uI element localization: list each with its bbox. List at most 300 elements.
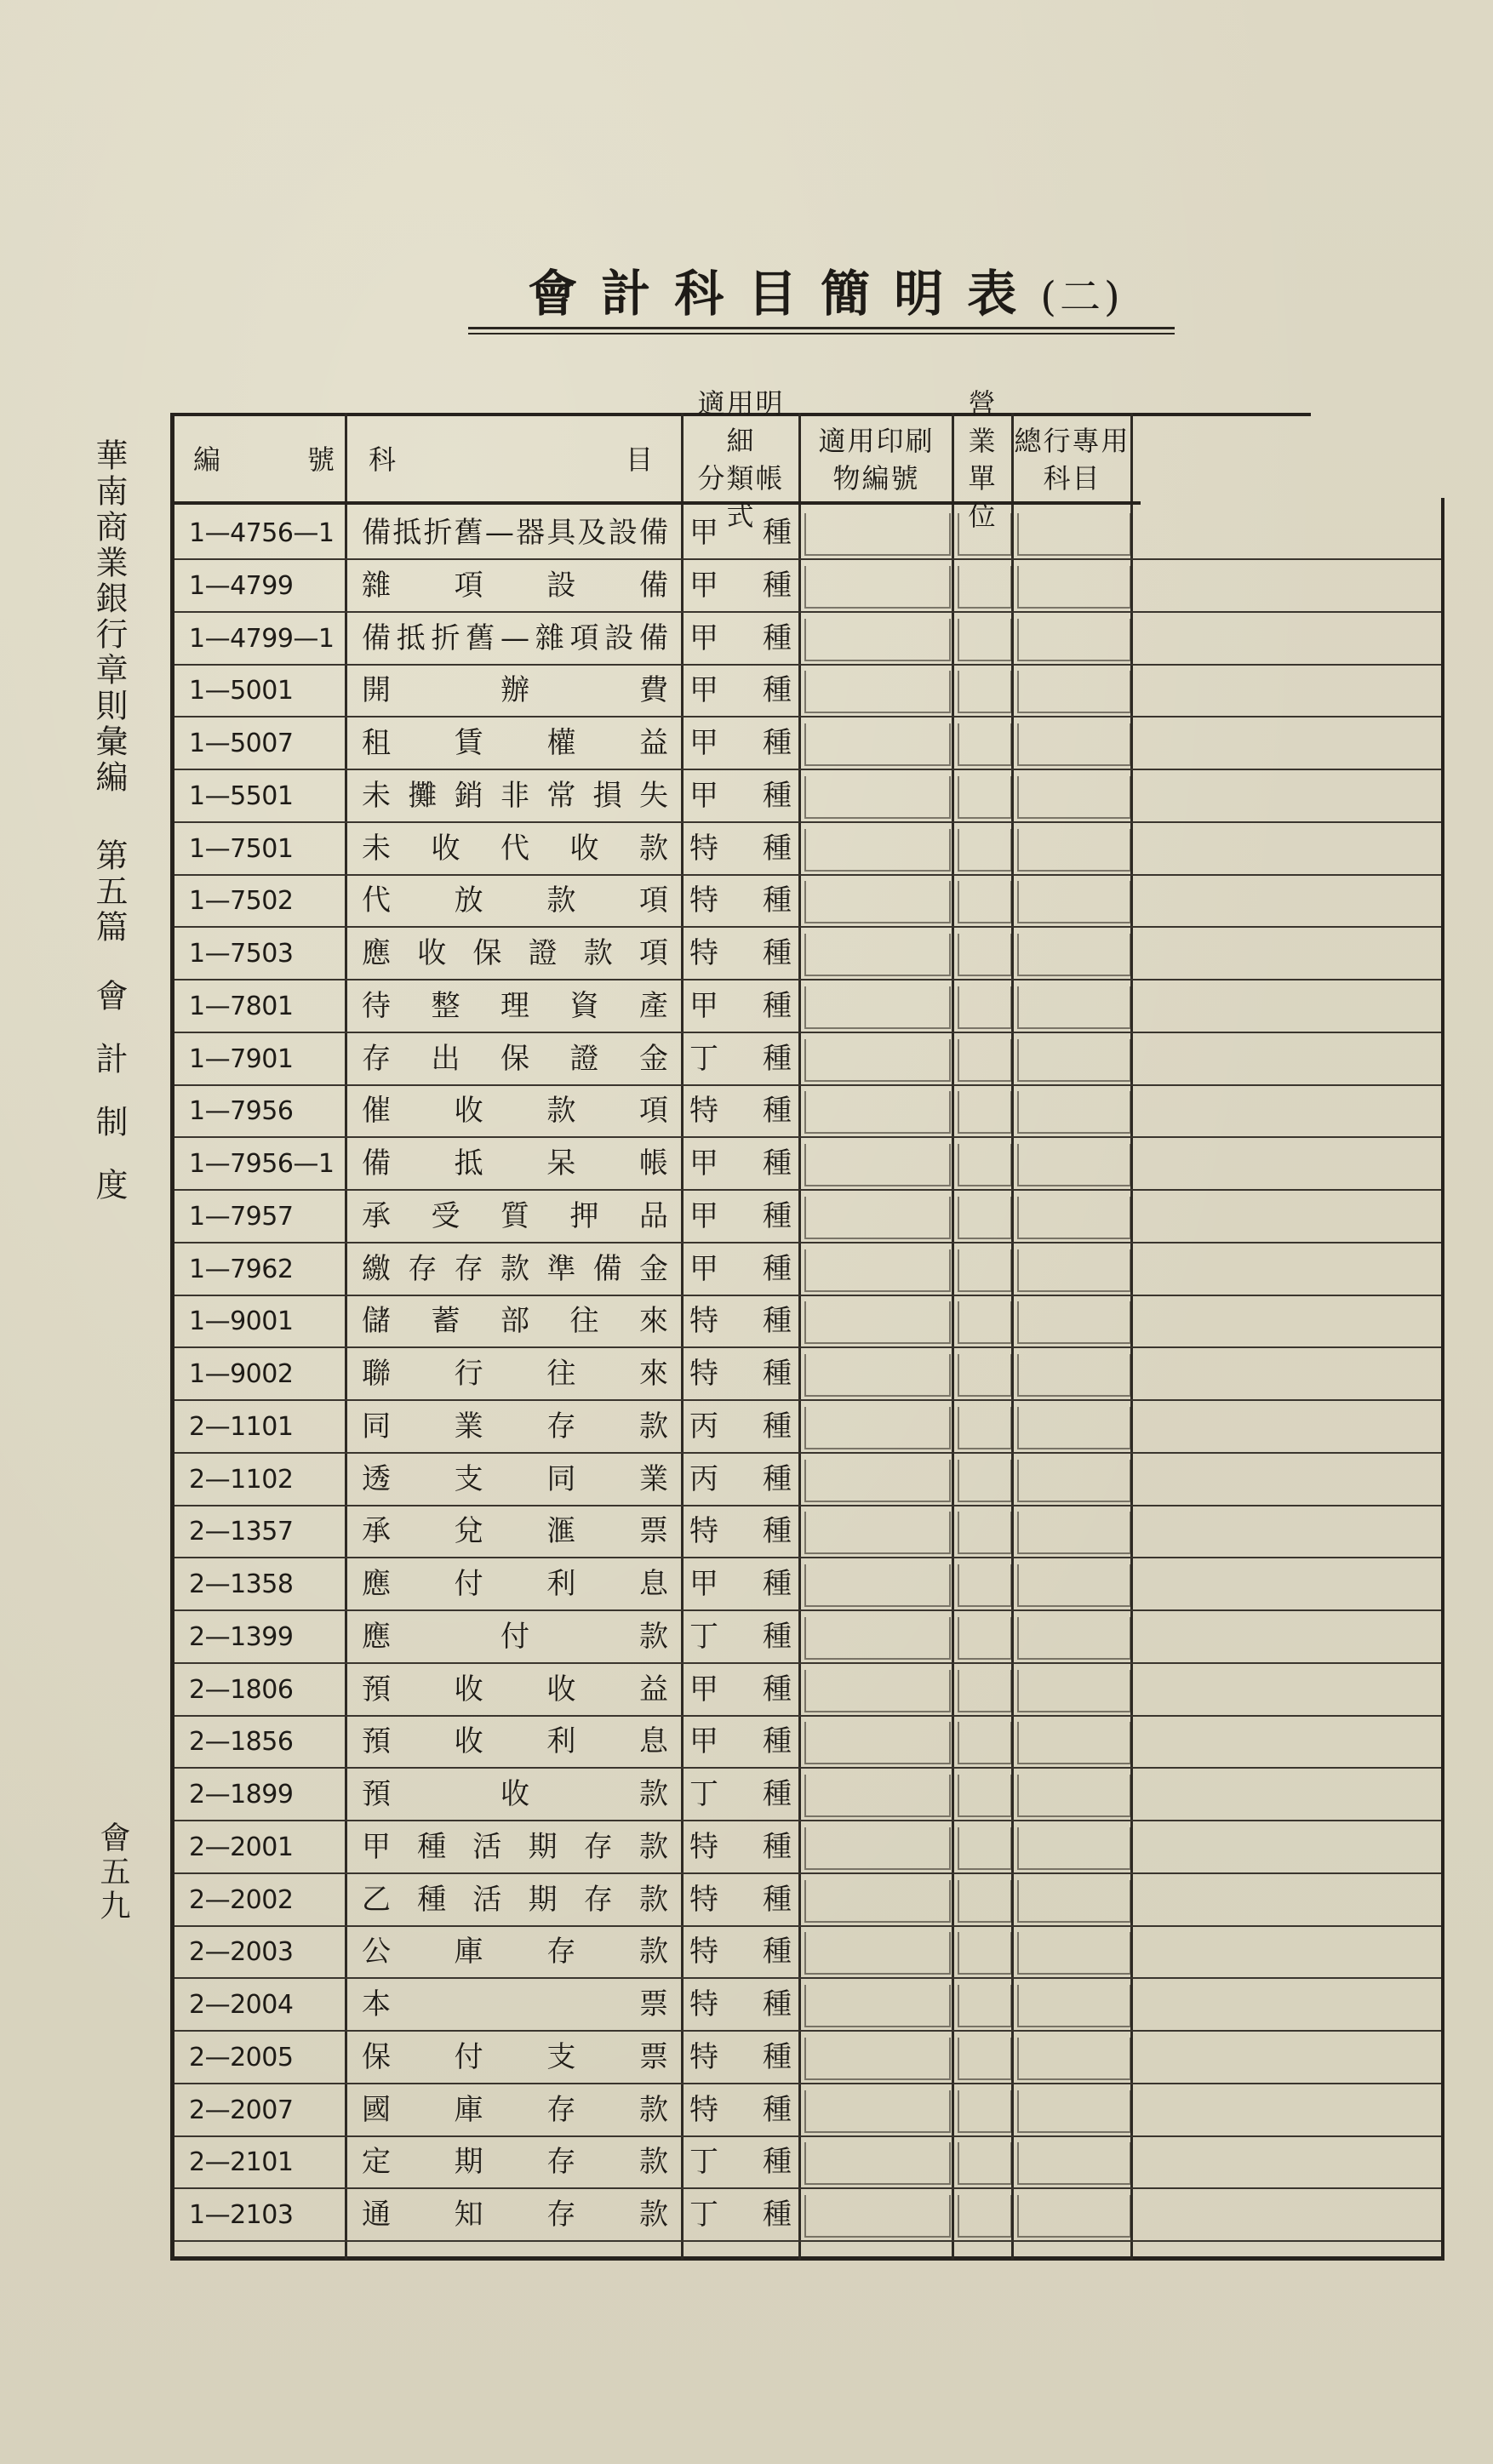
- table-body: [170, 506, 1444, 2241]
- account-name-char: 支: [454, 1461, 483, 1496]
- account-code: 2—2005: [189, 2042, 294, 2072]
- account-name-char: 款: [638, 2092, 668, 2127]
- ledger-type-char: 甲: [689, 1198, 718, 1233]
- account-name-char: 業: [454, 1409, 483, 1444]
- ledger-type-char: 種: [763, 1619, 792, 1654]
- ledger-type: [689, 1513, 792, 1549]
- account-name-char: 及: [577, 516, 607, 550]
- account-name-char: 項: [638, 883, 668, 918]
- account-name-char: 息: [638, 1567, 668, 1601]
- empty-cell: [804, 513, 951, 556]
- table-row: [170, 927, 1444, 980]
- account-name-char: 備: [362, 620, 391, 655]
- empty-cell: [1017, 986, 1131, 1029]
- empty-cell: [958, 2142, 1012, 2185]
- account-name-char: 滙: [546, 1514, 576, 1549]
- empty-cell: [958, 2195, 1012, 2238]
- ledger-type: [689, 1461, 792, 1497]
- empty-cell: [1017, 1354, 1131, 1397]
- account-code: 2—2101: [189, 2147, 294, 2178]
- empty-cell: [804, 671, 951, 713]
- account-name-char: 失: [638, 778, 668, 813]
- header-unit-line2: 單位: [968, 462, 998, 532]
- empty-cell: [804, 2090, 951, 2133]
- account-name-char: 往: [569, 1304, 599, 1339]
- account-name: [362, 568, 668, 603]
- title-suffix: (二): [1040, 273, 1124, 321]
- page-title: [477, 260, 1175, 328]
- account-name-char: 存: [454, 1251, 483, 1286]
- account-name-char: 往: [546, 1357, 576, 1391]
- account-name-char: —: [484, 516, 514, 550]
- ledger-type-char: 特: [689, 1304, 718, 1339]
- ledger-type-char: 丁: [689, 1041, 718, 1076]
- account-name-char: 催: [362, 1094, 391, 1129]
- ledger-type-char: 甲: [689, 778, 718, 813]
- ledger-type-char: 特: [689, 1357, 718, 1391]
- empty-cell: [804, 619, 951, 661]
- ledger-type: [689, 778, 792, 814]
- ledger-type-char: 種: [763, 1987, 792, 2021]
- account-code: 1—7962: [189, 1254, 294, 1284]
- account-name-char: 備: [592, 1251, 622, 1286]
- account-code: 1—5001: [189, 676, 294, 706]
- account-name-char: 雜: [362, 568, 391, 603]
- account-name: [362, 988, 668, 1024]
- table-row: [170, 612, 1444, 665]
- ledger-type: [689, 2144, 792, 2180]
- account-name-char: 通: [362, 2198, 391, 2232]
- account-name-char: 票: [639, 1987, 668, 2021]
- margin-book-title: 華南商業銀行章則彙編: [90, 438, 128, 796]
- account-name-char: 代: [501, 831, 529, 866]
- ledger-type-char: 特: [689, 831, 718, 866]
- header-print-line2: 物編號: [832, 462, 920, 495]
- ledger-type: [689, 1041, 792, 1077]
- ledger-type-char: 特: [689, 2039, 718, 2074]
- ledger-type-char: 種: [763, 1094, 792, 1129]
- empty-cell: [1017, 1564, 1131, 1607]
- empty-cell: [1017, 1512, 1131, 1554]
- empty-cell: [958, 1354, 1012, 1397]
- account-code: 2—1102: [189, 1464, 294, 1495]
- account-code: 1—7956—1: [189, 1149, 335, 1179]
- table-row: [170, 1610, 1444, 1663]
- account-code: 1—7503: [189, 939, 294, 969]
- empty-cell: [958, 1197, 1012, 1239]
- ledger-type-char: 甲: [689, 1251, 718, 1286]
- empty-cell: [958, 1670, 1012, 1712]
- ledger-type-char: 丙: [689, 1409, 718, 1444]
- account-name: [362, 1724, 668, 1759]
- empty-cell: [1017, 1827, 1131, 1870]
- empty-cell: [804, 723, 951, 766]
- empty-cell: [958, 776, 1012, 819]
- account-name-char: 資: [569, 988, 599, 1023]
- ledger-type-char: 種: [763, 1409, 792, 1444]
- empty-cell: [958, 986, 1012, 1029]
- account-name-char: 準: [546, 1251, 576, 1286]
- header-code: [183, 421, 345, 498]
- account-name-char: 期: [528, 1829, 558, 1864]
- ledger-type: [689, 1619, 792, 1655]
- empty-cell: [1017, 1460, 1131, 1502]
- account-name-char: 收: [431, 831, 460, 866]
- account-code: 1—7801: [189, 991, 294, 1021]
- table-row: [170, 874, 1444, 927]
- ledger-type-char: 特: [689, 883, 718, 918]
- account-code: 2—2001: [189, 1832, 294, 1862]
- account-code: 1—9002: [189, 1359, 294, 1389]
- ledger-type-char: 甲: [689, 620, 718, 655]
- account-name-char: 開: [362, 673, 391, 708]
- account-name-char: 存: [583, 1882, 613, 1917]
- table-row: [170, 1978, 1444, 2031]
- account-name-char: 同: [546, 1461, 576, 1496]
- table-row: [170, 1925, 1444, 1978]
- account-name-char: 器: [516, 516, 546, 550]
- ledger-type-char: 種: [763, 1514, 792, 1549]
- table-border-bottom: [170, 2256, 1444, 2261]
- account-name-char: 存: [546, 2092, 576, 2127]
- account-code: 2—1101: [189, 1411, 294, 1442]
- ledger-type-char: 種: [763, 1461, 792, 1496]
- account-name: [362, 1461, 668, 1497]
- account-name-char: 支: [546, 2039, 576, 2074]
- account-code: 1—5007: [189, 729, 294, 758]
- account-name: [362, 2092, 668, 2128]
- account-name-char: 備: [362, 516, 391, 550]
- account-name-char: 付: [454, 1567, 483, 1601]
- header-unit-line1: 營業: [968, 387, 998, 457]
- empty-cell: [958, 1932, 1012, 1975]
- ledger-type: [689, 1356, 792, 1392]
- account-name-char: 備: [638, 516, 668, 550]
- empty-cell: [958, 1249, 1012, 1292]
- ledger-type: [689, 1934, 792, 1969]
- ledger-type: [689, 515, 792, 551]
- account-name-char: 應: [362, 1619, 391, 1654]
- account-name-char: 整: [431, 988, 460, 1023]
- account-name-char: 未: [362, 778, 391, 813]
- empty-cell: [1017, 1932, 1131, 1975]
- account-name-char: 同: [362, 1409, 391, 1444]
- ledger-type-char: 種: [763, 726, 792, 760]
- account-name: [362, 1198, 668, 1234]
- account-name-char: 舊: [466, 620, 495, 655]
- account-name: [362, 1303, 668, 1339]
- account-name-char: 品: [639, 1198, 668, 1233]
- account-code: 2—1358: [189, 1569, 294, 1599]
- ledger-type: [689, 1672, 792, 1707]
- table-row: [170, 822, 1444, 875]
- empty-cell: [804, 1775, 951, 1817]
- empty-cell: [1017, 723, 1131, 766]
- account-name: [362, 1356, 668, 1392]
- ledger-type: [689, 1409, 792, 1444]
- account-name-char: 存: [546, 1409, 576, 1444]
- account-name-char: 款: [546, 883, 576, 918]
- account-name-char: 本: [362, 1987, 391, 2021]
- account-name: [362, 725, 668, 761]
- ledger-type: [689, 568, 792, 603]
- ledger-type: [689, 1987, 792, 2022]
- account-name-char: 設: [608, 516, 638, 550]
- ledger-type-char: 甲: [689, 988, 718, 1023]
- account-name-char: 項: [569, 620, 599, 655]
- empty-cell: [1017, 671, 1131, 713]
- account-name-char: 期: [528, 1882, 558, 1917]
- header-print-number: [801, 421, 952, 498]
- account-name: [362, 2039, 668, 2075]
- account-name-char: 收: [417, 936, 447, 970]
- account-name-char: 項: [638, 1094, 668, 1129]
- account-name-char: 雜: [535, 620, 564, 655]
- table-row: [170, 1295, 1444, 1347]
- ledger-type-char: 丁: [689, 1777, 718, 1811]
- ledger-type: [689, 620, 792, 656]
- account-name-char: 業: [638, 1461, 668, 1496]
- account-name: [362, 1409, 668, 1444]
- empty-cell: [1017, 776, 1131, 819]
- ledger-type: [689, 725, 792, 761]
- ledger-type: [689, 831, 792, 866]
- ledger-type-char: 特: [689, 2092, 718, 2127]
- account-name-char: 票: [638, 1514, 668, 1549]
- account-name-char: 代: [362, 883, 391, 918]
- ledger-type-char: 特: [689, 1935, 718, 1969]
- empty-cell: [958, 723, 1012, 766]
- ledger-type-char: 甲: [689, 1567, 718, 1601]
- account-code: 1—9001: [189, 1306, 294, 1337]
- account-name-char: 來: [638, 1357, 668, 1391]
- account-name-char: 蓄: [431, 1304, 460, 1339]
- ledger-type-char: 種: [763, 1198, 792, 1233]
- account-name-char: 款: [546, 1094, 576, 1129]
- account-name-char: 來: [639, 1304, 668, 1339]
- account-name-char: 承: [362, 1514, 391, 1549]
- account-name-char: 備: [362, 1146, 391, 1181]
- empty-cell: [804, 1932, 951, 1975]
- title-underline-second: [468, 333, 1175, 334]
- account-name-char: 費: [639, 673, 668, 708]
- empty-cell: [804, 1249, 951, 1292]
- table-row: [170, 1558, 1444, 1610]
- account-name-char: 常: [546, 778, 576, 813]
- account-code: 2—2002: [189, 1884, 294, 1915]
- ledger-type-char: 種: [763, 1829, 792, 1864]
- header-hq-line2: 科目: [1043, 462, 1101, 495]
- ledger-type: [689, 883, 792, 918]
- ledger-type: [689, 1198, 792, 1234]
- account-name: [362, 883, 668, 918]
- table-row: [170, 1243, 1444, 1295]
- account-name-char: 甲: [362, 1829, 391, 1864]
- account-name-char: 利: [546, 1724, 576, 1759]
- account-code: 2—2003: [189, 1937, 294, 1968]
- empty-cell: [1017, 1301, 1131, 1344]
- empty-cell: [958, 671, 1012, 713]
- empty-cell: [1017, 1985, 1131, 2027]
- account-name: [362, 2197, 668, 2232]
- empty-cell: [1017, 2038, 1131, 2080]
- account-name-char: 乙: [362, 1882, 391, 1917]
- ledger-type: [689, 935, 792, 971]
- ledger-type-char: 種: [763, 1882, 792, 1917]
- empty-cell: [804, 2038, 951, 2080]
- ledger-type-char: 種: [763, 1724, 792, 1759]
- account-name-char: —: [501, 620, 529, 655]
- table-row: [170, 717, 1444, 769]
- empty-cell: [804, 986, 951, 1029]
- account-name-char: 抵: [392, 516, 422, 550]
- account-name-char: 預: [362, 1724, 391, 1759]
- empty-cell: [804, 2142, 951, 2185]
- header-account: [353, 421, 668, 498]
- account-name-char: 項: [454, 568, 483, 603]
- account-name-char: 證: [569, 1041, 599, 1076]
- header-code-right: 號: [306, 443, 335, 476]
- ledger-type: [689, 1776, 792, 1812]
- title-main: 會計科目簡明表: [528, 265, 1041, 323]
- account-name-char: 存: [408, 1251, 438, 1286]
- ledger-type-char: 種: [763, 1146, 792, 1181]
- account-name-char: 款: [638, 1409, 668, 1444]
- ledger-type: [689, 2092, 792, 2128]
- empty-cell: [804, 934, 951, 976]
- table-row: [170, 1768, 1444, 1821]
- ledger-type: [689, 1566, 792, 1602]
- ledger-type-char: 特: [689, 1094, 718, 1129]
- account-name-char: 款: [639, 1777, 668, 1811]
- account-name-char: 款: [638, 1935, 668, 1969]
- account-name-char: 金: [639, 1041, 668, 1076]
- ledger-type-char: 種: [763, 673, 792, 708]
- empty-cell: [804, 1354, 951, 1397]
- account-name: [362, 2144, 668, 2180]
- account-name-char: 知: [454, 2198, 483, 2232]
- account-name-char: 保: [501, 1041, 529, 1076]
- account-code: 2—2007: [189, 2095, 294, 2125]
- accounts-table: [170, 387, 1444, 2260]
- account-name-char: 益: [638, 726, 668, 760]
- account-name: [362, 1146, 668, 1181]
- account-code: 1—2103: [189, 2200, 294, 2230]
- empty-cell: [1017, 1039, 1131, 1082]
- account-name-char: 付: [501, 1619, 529, 1654]
- table-row: [170, 1084, 1444, 1137]
- header-ledger-line1: 適用明細: [697, 387, 785, 457]
- account-name-char: 舊: [454, 516, 483, 550]
- empty-cell: [958, 619, 1012, 661]
- ledger-type-char: 種: [763, 2145, 792, 2180]
- account-name-char: 押: [569, 1198, 599, 1233]
- account-name-char: 保: [362, 2039, 391, 2074]
- table-row: [170, 2031, 1444, 2084]
- account-name-char: 繳: [362, 1251, 391, 1286]
- ledger-type-char: 甲: [689, 726, 718, 760]
- account-name-char: 款: [638, 2145, 668, 2180]
- empty-cell: [958, 1985, 1012, 2027]
- account-name-char: 未: [362, 831, 391, 866]
- empty-cell: [1017, 1407, 1131, 1449]
- header-print-line1: 適用印刷: [818, 425, 935, 457]
- account-name-char: 損: [592, 778, 622, 813]
- table-row: [170, 2188, 1444, 2241]
- account-name: [362, 1672, 668, 1707]
- account-code: 2—1899: [189, 1780, 294, 1809]
- account-name-char: 放: [454, 883, 483, 918]
- empty-cell: [958, 1039, 1012, 1082]
- account-name-char: 存: [546, 2145, 576, 2180]
- table-row: [170, 2084, 1444, 2136]
- account-name-char: 銷: [454, 778, 483, 813]
- ledger-type-char: 種: [763, 516, 792, 550]
- empty-cell: [958, 1460, 1012, 1502]
- account-name-char: 帳: [638, 1146, 668, 1181]
- empty-cell: [804, 1564, 951, 1607]
- ledger-type: [689, 1882, 792, 1918]
- account-code: 1—7956: [189, 1096, 294, 1127]
- account-name: [362, 1829, 668, 1865]
- header-ledger-line2: 分類帳式: [697, 462, 785, 532]
- account-name-char: 理: [501, 988, 529, 1023]
- account-name-char: 庫: [454, 1935, 483, 1969]
- account-name-char: 應: [362, 936, 391, 970]
- ledger-type-char: 種: [763, 1251, 792, 1286]
- empty-cell: [1017, 1144, 1131, 1186]
- table-row: [170, 980, 1444, 1032]
- account-name-char: 票: [638, 2039, 668, 2074]
- account-name: [362, 778, 668, 814]
- account-name-char: 收: [454, 1724, 483, 1759]
- empty-cell: [958, 829, 1012, 872]
- ledger-type-char: 特: [689, 1829, 718, 1864]
- account-name-char: 行: [454, 1357, 483, 1391]
- empty-cell: [1017, 566, 1131, 609]
- ledger-type-char: 丁: [689, 2145, 718, 2180]
- empty-cell: [1017, 1722, 1131, 1764]
- ledger-type: [689, 1724, 792, 1759]
- account-name: [362, 1041, 668, 1077]
- ledger-type-char: 種: [763, 778, 792, 813]
- empty-cell: [1017, 1249, 1131, 1292]
- account-name-char: 儲: [362, 1304, 391, 1339]
- account-name: [362, 1882, 668, 1918]
- table-row: [170, 506, 1444, 559]
- account-name-char: 部: [501, 1304, 529, 1339]
- account-name-char: 公: [362, 1935, 391, 1969]
- empty-cell: [804, 1827, 951, 1870]
- account-name-char: 預: [362, 1777, 391, 1811]
- ledger-type-char: 丙: [689, 1461, 718, 1496]
- empty-cell: [1017, 1197, 1131, 1239]
- table-row: [170, 1190, 1444, 1243]
- empty-cell: [1017, 619, 1131, 661]
- ledger-type-char: 特: [689, 936, 718, 970]
- account-name-char: 期: [454, 2145, 483, 2180]
- table-row: [170, 769, 1444, 822]
- ledger-type-char: 甲: [689, 1672, 718, 1707]
- account-name-char: 款: [639, 1619, 668, 1654]
- empty-cell: [1017, 1775, 1131, 1817]
- ledger-type-char: 種: [763, 1357, 792, 1391]
- empty-cell: [804, 881, 951, 923]
- table-row: [170, 1137, 1444, 1190]
- empty-cell: [958, 1722, 1012, 1764]
- ledger-type-char: 特: [689, 1882, 718, 1917]
- account-name: [362, 1934, 668, 1969]
